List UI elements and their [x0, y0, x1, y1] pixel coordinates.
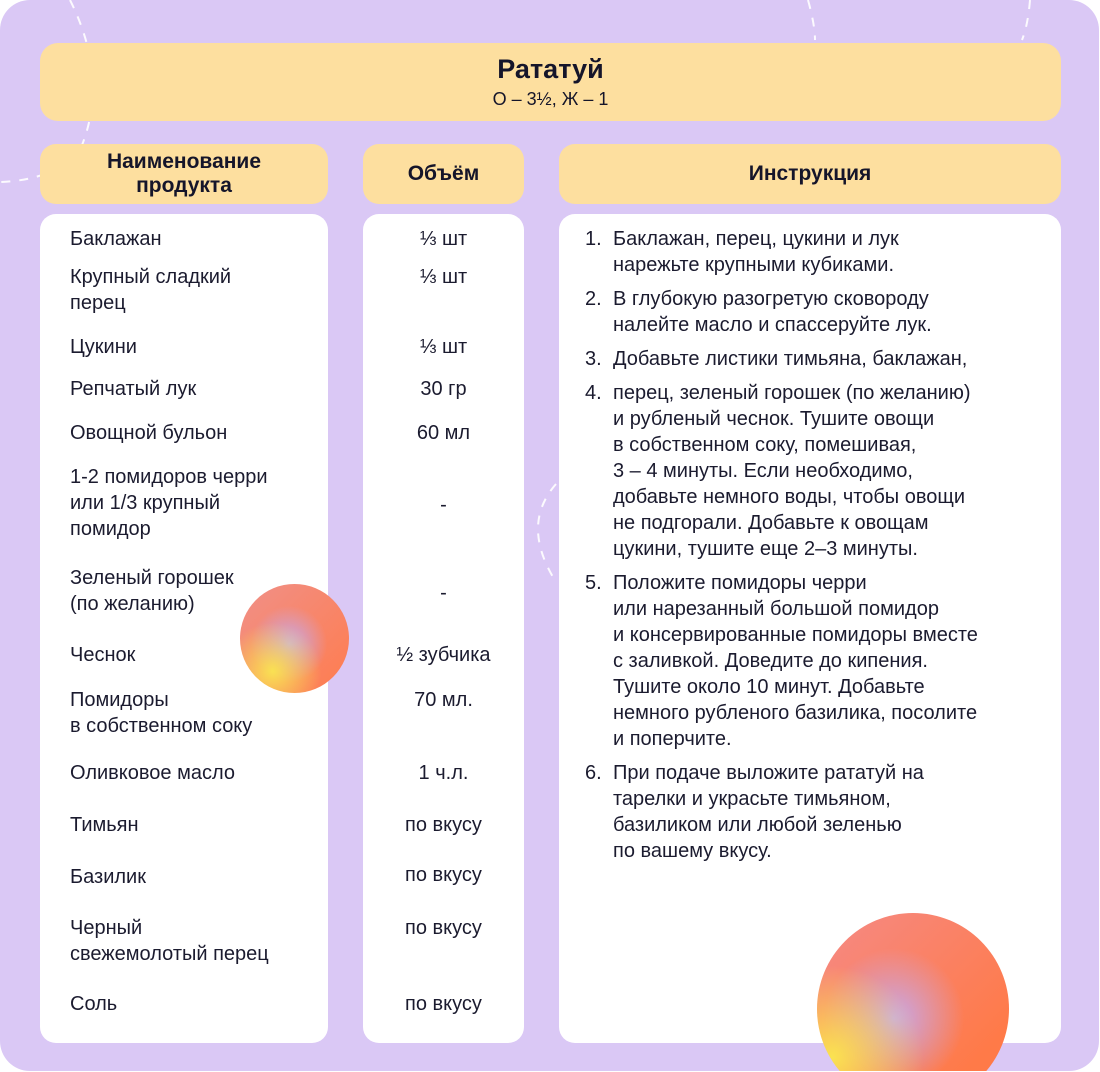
- ingredient-volume: -: [440, 582, 447, 604]
- ingredient-name: Чеснок: [70, 644, 136, 666]
- ingredient-volume: ½ зубчика: [396, 644, 491, 666]
- step-text: перец, зеленый горошек (по желанию) и рубленый чеснок. Тушите овощи в собственном соку, помешивая, 3 – 4 минуты. Если необходимо, добавьте немного воды, чтобы овощи не подгорали. Добавьте к овощам цукини, тушите еще 2–3 минуты.: [613, 382, 971, 560]
- header-product-name: [40, 144, 328, 204]
- header-instruction: [559, 144, 1061, 204]
- instructions-column: [559, 214, 1061, 1043]
- step-text: Добавьте листики тимьяна, баклажан,: [613, 348, 968, 370]
- ingredient-name: Крупный сладкий перец: [70, 266, 232, 314]
- ingredient-volume: по вкусу: [405, 917, 482, 939]
- step-number: 2.: [585, 288, 602, 310]
- ingredient-volume: 30 гр: [420, 378, 467, 400]
- ingredient-name: 1-2 помидоров черри или 1/3 крупный помидор: [70, 466, 268, 540]
- step-number: 6.: [585, 762, 602, 784]
- gradient-sphere-decoration: [240, 584, 349, 693]
- ingredient-name: Баклажан: [70, 228, 162, 250]
- ingredient-volume: ⅓ шт: [419, 336, 468, 358]
- ingredient-name: Оливковое масло: [70, 762, 235, 784]
- instruction-step: [585, 346, 1055, 372]
- header-volume: [363, 144, 524, 204]
- instruction-step: [585, 570, 1055, 752]
- header-product-name-label: Наименование продукта: [106, 150, 262, 197]
- ingredient-volume: 1 ч.л.: [418, 762, 469, 784]
- instruction-step: [585, 760, 1055, 864]
- header-instruction-label: Инструкция: [748, 162, 872, 185]
- step-text: Баклажан, перец, цукини и лук нарежьте крупными кубиками.: [613, 228, 899, 276]
- ingredient-volume: 70 мл.: [414, 689, 473, 711]
- ingredient-name: Черный свежемолотый перец: [70, 917, 269, 965]
- header-volume-label: Объём: [407, 162, 480, 185]
- ingredient-name: Репчатый лук: [70, 378, 197, 400]
- ingredient-name: Помидоры в собственном соку: [70, 689, 253, 737]
- recipe-subtitle: О – 3½, Ж – 1: [492, 89, 609, 109]
- recipe-title: Рататуй: [497, 54, 604, 84]
- ingredient-name: Зеленый горошек (по желанию): [70, 567, 234, 615]
- step-number: 4.: [585, 382, 602, 404]
- ingredient-volume: ⅓ шт: [419, 266, 468, 288]
- step-text: Положите помидоры черри или нарезанный большой помидор и консервированные помидоры вместе с заливкой. Доведите до кипения. Тушите около 10 минут. Добавьте немного рубленого базилика, посолите и поперчите.: [613, 572, 978, 750]
- step-number: 1.: [585, 228, 602, 250]
- ingredient-volume: 60 мл: [416, 422, 471, 444]
- ingredient-name: Цукини: [70, 336, 137, 358]
- ingredient-name: Овощной бульон: [70, 422, 228, 444]
- ingredient-name: Соль: [70, 993, 118, 1015]
- ingredient-name: Базилик: [70, 866, 146, 888]
- step-number: 3.: [585, 348, 602, 370]
- step-number: 5.: [585, 572, 602, 594]
- ingredient-volume: по вкусу: [405, 993, 482, 1015]
- instruction-step: [585, 226, 1055, 278]
- instruction-steps: [585, 226, 1055, 872]
- ingredient-volume: по вкусу: [405, 814, 482, 836]
- step-text: В глубокую разогретую сковороду налейте масло и спассеруйте лук.: [613, 288, 932, 336]
- instruction-step: [585, 286, 1055, 338]
- ingredient-volume: по вкусу: [405, 864, 482, 886]
- ingredient-name: Тимьян: [70, 814, 139, 836]
- ingredients-volume-column: [363, 214, 524, 1043]
- instruction-step: [585, 380, 1055, 562]
- title-banner: [40, 43, 1061, 121]
- ingredient-volume: ⅓ шт: [419, 228, 468, 250]
- ingredient-volume: -: [440, 494, 447, 516]
- step-text: При подаче выложите рататуй на тарелки и украсьте тимьяном, базиликом или любой зеленью по вашему вкусу.: [613, 762, 924, 862]
